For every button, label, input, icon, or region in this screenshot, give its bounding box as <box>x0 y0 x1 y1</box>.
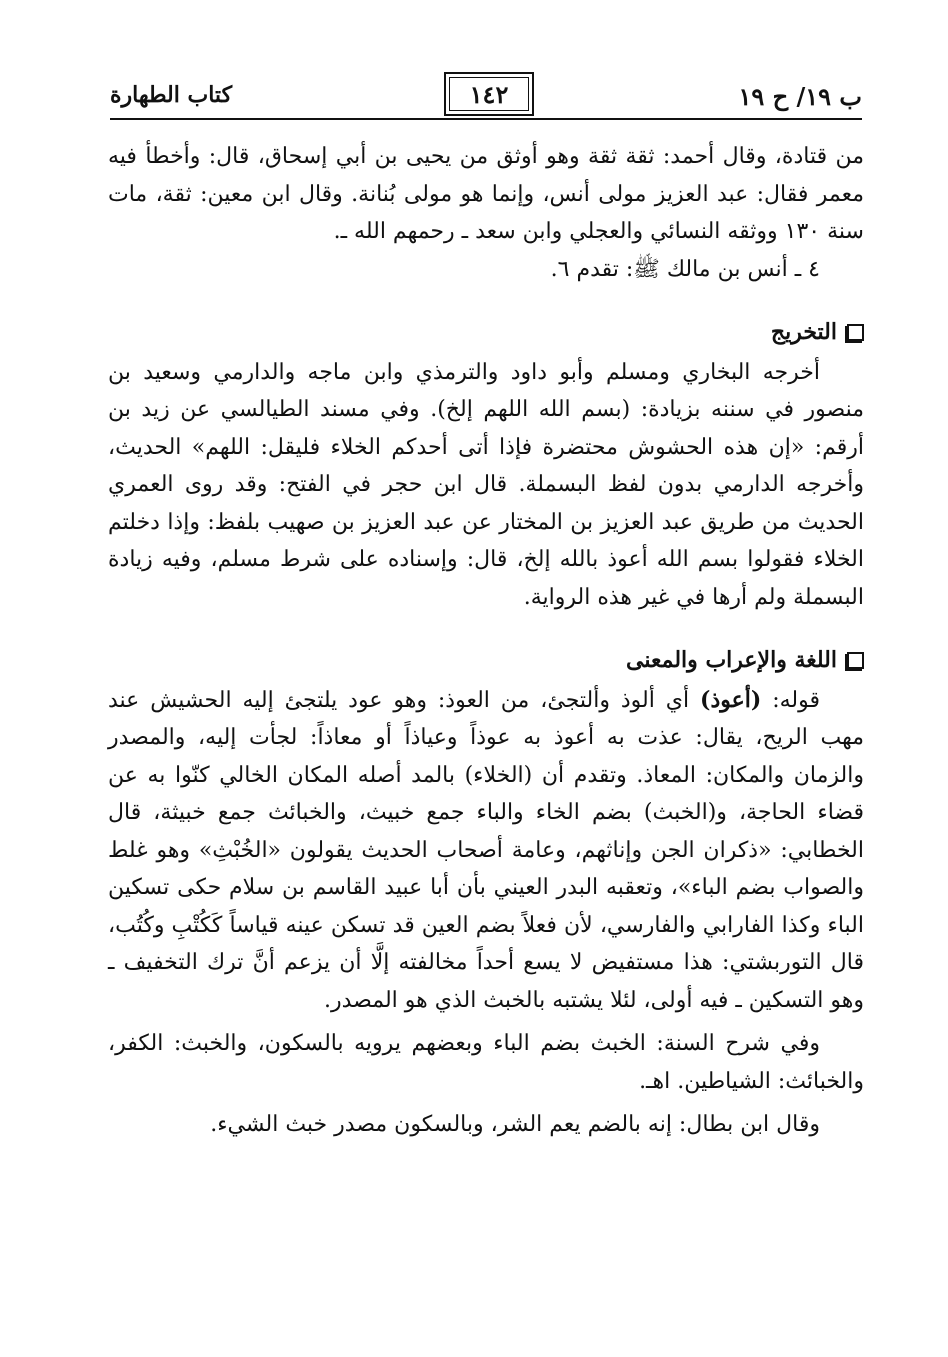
intro-paragraph: من قتادة، وقال أحمد: ثقة ثقة وهو أوثق من يحيى بن أبي إسحاق، قال: وأخطأ فيه معمر فقال: عبد العزيز مولى أنس، وإنما هو مولى بُنانة. وقال ابن معين: ثقة، مات سنة ١٣٠ ووثقه النسائي والعجلي وابن سعد ـ رحمهم الله ـ. <box>108 144 864 244</box>
page-number: ١٤٢ <box>444 72 534 116</box>
spacer <box>108 288 864 302</box>
section-heading-label: اللغة والإعراب والمعنى <box>626 647 837 673</box>
section-heading-label: التخريج <box>770 319 837 345</box>
spacer <box>108 616 864 630</box>
section-heading-lugha <box>108 642 864 680</box>
book-title: كتاب الطهارة <box>110 82 233 108</box>
lugha-paragraph-3: وقال ابن بطال: إنه بالضم يعم الشر، وبالسكون مصدر خبث الشيء. <box>210 1112 820 1137</box>
section-heading-takhrij <box>108 314 864 352</box>
chapter-reference: ب ١٩/ ح ١٩ <box>738 82 862 111</box>
header-rule <box>110 118 862 120</box>
square-bullet-icon <box>847 324 864 341</box>
intro-narrator-entry: ٤ ـ أنس بن مالك ﷺ: تقدم ٦. <box>550 256 820 282</box>
paragraph-text: أي ألوذ وألتجئ، من العوذ: وهو عود يلتجئ إليه الحشيش عند مهب الريح، يقال: عذت به أعوذ به عوذاً وعياذاً أو معاذاً: لجأت إليه، والمصدر والزمان والمكان: المعاذ. وتقدم أن (الخلاء) بالمد أصله المكان الخالي كنّوا به عن قضاء الحاجة، و(الخبث) بضم الخاء والباء جمع خبيث، والخبائث جمع خبيثة، قال الخطابي: «ذكران الجن وإناثهم، وعامة أصحاب الحديث يقولون «الخُبْثِ» وهو غلط والصواب بضم الباء»، وتعقبه البدر العيني بأن أبا عبيد القاسم بن سلام حكى تسكين الباء وكذا الفارابي والفارسي، لأن فعلاً بضم العين قد تسكن عينه قياساً كَكُتْبِ وكُتُب، قال التوربشتي: هذا مستفيض لا يسع أحداً مخالفته إلَّا أن يزعم أنَّ ترك التخفيف ـ وهو التسكين ـ فيه أولى، لئلا يشتبه بالخبث الذي هو المصدر. <box>108 687 864 1013</box>
paragraph-lead: قوله: <box>761 687 820 713</box>
square-bullet-icon <box>847 652 864 669</box>
lugha-paragraph-2: وفي شرح السنة: الخبث بضم الباء وبعضهم يرويه بالسكون، والخبث: الكفر، والخبائث: الشياطين. اهـ. <box>108 1031 864 1094</box>
running-header <box>110 72 862 122</box>
lugha-paragraph-1 <box>108 682 864 1020</box>
page-body <box>108 138 864 1144</box>
keyword-term: (أعوذ) <box>700 686 762 713</box>
takhrij-paragraph: أخرجه البخاري ومسلم وأبو داود والترمذي وابن ماجه والدارمي وسعيد بن منصور في سننه بزيادة: (بسم الله اللهم إلخ). وفي مسند الطيالسي عن زيد بن أرقم: «إن هذه الحشوش محتضرة فإذا أتى أحدكم الخلاء فليقل: اللهم» الحديث، وأخرجه الدارمي بدون لفظ البسملة. قال ابن حجر في الفتح: وقد روى العمري الحديث من طريق عبد العزيز بن المختار عن عبد العزيز بن صهيب بلفظ: وإذا دخلتم الخلاء فقولوا بسم الله أعوذ بالله إلخ، قال: وإسناده على شرط مسلم، وفيه زيادة البسملة ولم أرها في غير هذه الرواية. <box>108 359 864 610</box>
